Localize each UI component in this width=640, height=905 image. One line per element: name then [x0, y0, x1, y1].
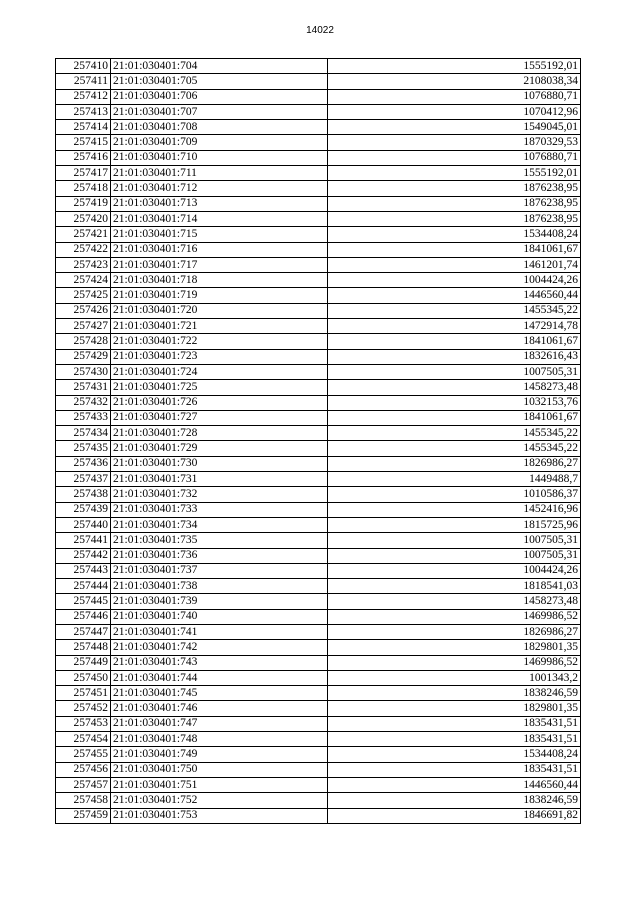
table-row	[56, 701, 581, 716]
cadastral-value-cell: 1001343,2	[328, 670, 581, 685]
cadastral-value-cell: 1010586,37	[328, 487, 581, 502]
table-body	[56, 59, 581, 824]
cadastral-number-cell: 21:01:030401:714	[111, 211, 328, 226]
row-number-cell: 257443	[56, 563, 111, 578]
cadastral-value-cell: 1007505,31	[328, 364, 581, 379]
cadastral-value-cell: 1829801,35	[328, 640, 581, 655]
cadastral-number-cell: 21:01:030401:717	[111, 257, 328, 272]
table-row	[56, 349, 581, 364]
cadastral-number-cell: 21:01:030401:734	[111, 517, 328, 532]
cadastral-number-cell: 21:01:030401:713	[111, 196, 328, 211]
cadastral-value-cell: 1004424,26	[328, 273, 581, 288]
row-number-cell: 257424	[56, 273, 111, 288]
row-number-cell: 257415	[56, 135, 111, 150]
cadastral-value-cell: 1076880,71	[328, 150, 581, 165]
table-row	[56, 716, 581, 731]
row-number-cell: 257420	[56, 211, 111, 226]
cadastral-number-cell: 21:01:030401:704	[111, 59, 328, 74]
row-number-cell: 257412	[56, 89, 111, 104]
table-row	[56, 517, 581, 532]
cadastral-value-cell: 1829801,35	[328, 701, 581, 716]
row-number-cell: 257432	[56, 395, 111, 410]
row-number-cell: 257425	[56, 288, 111, 303]
table-row	[56, 609, 581, 624]
cadastral-number-cell: 21:01:030401:716	[111, 242, 328, 257]
cadastral-number-cell: 21:01:030401:753	[111, 808, 328, 823]
row-number-cell: 257426	[56, 303, 111, 318]
cadastral-value-cell: 1534408,24	[328, 227, 581, 242]
cadastral-value-cell: 1876238,95	[328, 211, 581, 226]
cadastral-value-cell: 1455345,22	[328, 426, 581, 441]
row-number-cell: 257442	[56, 548, 111, 563]
table-row	[56, 166, 581, 181]
cadastral-number-cell: 21:01:030401:749	[111, 747, 328, 762]
cadastral-number-cell: 21:01:030401:737	[111, 563, 328, 578]
cadastral-number-cell: 21:01:030401:746	[111, 701, 328, 716]
row-number-cell: 257431	[56, 380, 111, 395]
table-row	[56, 89, 581, 104]
row-number-cell: 257445	[56, 594, 111, 609]
table-row	[56, 747, 581, 762]
cadastral-value-cell: 1841061,67	[328, 242, 581, 257]
row-number-cell: 257446	[56, 609, 111, 624]
cadastral-number-cell: 21:01:030401:745	[111, 686, 328, 701]
row-number-cell: 257444	[56, 579, 111, 594]
table-row	[56, 59, 581, 74]
row-number-cell: 257419	[56, 196, 111, 211]
cadastral-number-cell: 21:01:030401:727	[111, 410, 328, 425]
cadastral-value-cell: 1815725,96	[328, 517, 581, 532]
cadastral-number-cell: 21:01:030401:707	[111, 104, 328, 119]
table-row	[56, 211, 581, 226]
table-row	[56, 257, 581, 272]
cadastral-number-cell: 21:01:030401:721	[111, 319, 328, 334]
table-row	[56, 242, 581, 257]
row-number-cell: 257413	[56, 104, 111, 119]
row-number-cell: 257429	[56, 349, 111, 364]
cadastral-number-cell: 21:01:030401:747	[111, 716, 328, 731]
table-row	[56, 762, 581, 777]
table-row	[56, 579, 581, 594]
cadastral-number-cell: 21:01:030401:738	[111, 579, 328, 594]
cadastral-value-cell: 1452416,96	[328, 502, 581, 517]
row-number-cell: 257423	[56, 257, 111, 272]
table-row	[56, 120, 581, 135]
cadastral-value-cell: 1835431,51	[328, 732, 581, 747]
cadastral-number-cell: 21:01:030401:725	[111, 380, 328, 395]
table-row	[56, 334, 581, 349]
cadastral-value-cell: 1007505,31	[328, 548, 581, 563]
cadastral-value-cell: 2108038,34	[328, 74, 581, 89]
row-number-cell: 257422	[56, 242, 111, 257]
cadastral-number-cell: 21:01:030401:710	[111, 150, 328, 165]
cadastral-number-cell: 21:01:030401:752	[111, 793, 328, 808]
cadastral-value-cell: 1446560,44	[328, 777, 581, 792]
cadastral-value-cell: 1838246,59	[328, 793, 581, 808]
cadastral-number-cell: 21:01:030401:728	[111, 426, 328, 441]
table-row	[56, 456, 581, 471]
table-row	[56, 441, 581, 456]
cadastral-value-cell: 1469986,52	[328, 655, 581, 670]
cadastral-value-cell: 1455345,22	[328, 303, 581, 318]
row-number-cell: 257448	[56, 640, 111, 655]
row-number-cell: 257439	[56, 502, 111, 517]
cadastral-value-cell: 1876238,95	[328, 181, 581, 196]
row-number-cell: 257451	[56, 686, 111, 701]
row-number-cell: 257438	[56, 487, 111, 502]
cadastral-value-cell: 1004424,26	[328, 563, 581, 578]
cadastral-value-cell: 1549045,01	[328, 120, 581, 135]
cadastral-number-cell: 21:01:030401:719	[111, 288, 328, 303]
row-number-cell: 257427	[56, 319, 111, 334]
row-number-cell: 257447	[56, 624, 111, 639]
table-row	[56, 777, 581, 792]
row-number-cell: 257417	[56, 166, 111, 181]
cadastral-number-cell: 21:01:030401:743	[111, 655, 328, 670]
row-number-cell: 257440	[56, 517, 111, 532]
cadastral-value-cell: 1472914,78	[328, 319, 581, 334]
cadastral-value-cell: 1076880,71	[328, 89, 581, 104]
table-row	[56, 410, 581, 425]
cadastral-number-cell: 21:01:030401:723	[111, 349, 328, 364]
cadastral-number-cell: 21:01:030401:724	[111, 364, 328, 379]
row-number-cell: 257454	[56, 732, 111, 747]
row-number-cell: 257414	[56, 120, 111, 135]
table-row	[56, 395, 581, 410]
cadastral-value-cell: 1446560,44	[328, 288, 581, 303]
row-number-cell: 257455	[56, 747, 111, 762]
cadastral-value-cell: 1555192,01	[328, 166, 581, 181]
table-row	[56, 196, 581, 211]
cadastral-number-cell: 21:01:030401:718	[111, 273, 328, 288]
table-row	[56, 563, 581, 578]
cadastral-value-cell: 1007505,31	[328, 533, 581, 548]
cadastral-number-cell: 21:01:030401:751	[111, 777, 328, 792]
cadastral-number-cell: 21:01:030401:735	[111, 533, 328, 548]
table-row	[56, 548, 581, 563]
cadastral-number-cell: 21:01:030401:750	[111, 762, 328, 777]
cadastral-value-cell: 1818541,03	[328, 579, 581, 594]
cadastral-value-cell: 1835431,51	[328, 762, 581, 777]
cadastral-value-cell: 1826986,27	[328, 456, 581, 471]
table-row	[56, 181, 581, 196]
cadastral-value-cell: 1469986,52	[328, 609, 581, 624]
table-row	[56, 533, 581, 548]
table-row	[56, 640, 581, 655]
row-number-cell: 257411	[56, 74, 111, 89]
row-number-cell: 257441	[56, 533, 111, 548]
cadastral-number-cell: 21:01:030401:715	[111, 227, 328, 242]
cadastral-number-cell: 21:01:030401:742	[111, 640, 328, 655]
cadastral-number-cell: 21:01:030401:733	[111, 502, 328, 517]
cadastral-value-cell: 1458273,48	[328, 594, 581, 609]
cadastral-value-cell: 1070412,96	[328, 104, 581, 119]
row-number-cell: 257410	[56, 59, 111, 74]
table-row	[56, 793, 581, 808]
table-row	[56, 150, 581, 165]
cadastral-value-cell: 1461201,74	[328, 257, 581, 272]
table-row	[56, 303, 581, 318]
cadastral-value-cell: 1455345,22	[328, 441, 581, 456]
row-number-cell: 257437	[56, 472, 111, 487]
cadastral-value-cell: 1458273,48	[328, 380, 581, 395]
table-row	[56, 808, 581, 823]
table-row	[56, 472, 581, 487]
cadastral-value-cell: 1841061,67	[328, 334, 581, 349]
table-row	[56, 594, 581, 609]
cadastral-number-cell: 21:01:030401:731	[111, 472, 328, 487]
table-row	[56, 288, 581, 303]
row-number-cell: 257456	[56, 762, 111, 777]
table-row	[56, 364, 581, 379]
row-number-cell: 257418	[56, 181, 111, 196]
cadastral-number-cell: 21:01:030401:729	[111, 441, 328, 456]
cadastral-value-table	[55, 58, 581, 824]
table-row	[56, 380, 581, 395]
table-row	[56, 502, 581, 517]
cadastral-value-cell: 1534408,24	[328, 747, 581, 762]
cadastral-number-cell: 21:01:030401:706	[111, 89, 328, 104]
row-number-cell: 257457	[56, 777, 111, 792]
cadastral-value-cell: 1846691,82	[328, 808, 581, 823]
row-number-cell: 257449	[56, 655, 111, 670]
cadastral-number-cell: 21:01:030401:736	[111, 548, 328, 563]
cadastral-value-cell: 1876238,95	[328, 196, 581, 211]
cadastral-number-cell: 21:01:030401:744	[111, 670, 328, 685]
page-number: 14022	[306, 25, 334, 36]
cadastral-value-cell: 1449488,7	[328, 472, 581, 487]
cadastral-number-cell: 21:01:030401:741	[111, 624, 328, 639]
row-number-cell: 257436	[56, 456, 111, 471]
row-number-cell: 257430	[56, 364, 111, 379]
cadastral-value-cell: 1555192,01	[328, 59, 581, 74]
row-number-cell: 257416	[56, 150, 111, 165]
cadastral-value-cell: 1032153,76	[328, 395, 581, 410]
row-number-cell: 257433	[56, 410, 111, 425]
cadastral-value-cell: 1841061,67	[328, 410, 581, 425]
table-row	[56, 655, 581, 670]
table-row	[56, 104, 581, 119]
cadastral-number-cell: 21:01:030401:708	[111, 120, 328, 135]
cadastral-number-cell: 21:01:030401:720	[111, 303, 328, 318]
cadastral-value-cell: 1835431,51	[328, 716, 581, 731]
cadastral-number-cell: 21:01:030401:748	[111, 732, 328, 747]
table-row	[56, 732, 581, 747]
cadastral-number-cell: 21:01:030401:740	[111, 609, 328, 624]
cadastral-number-cell: 21:01:030401:726	[111, 395, 328, 410]
cadastral-number-cell: 21:01:030401:712	[111, 181, 328, 196]
cadastral-number-cell: 21:01:030401:709	[111, 135, 328, 150]
row-number-cell: 257458	[56, 793, 111, 808]
row-number-cell: 257459	[56, 808, 111, 823]
cadastral-number-cell: 21:01:030401:705	[111, 74, 328, 89]
cadastral-value-cell: 1832616,43	[328, 349, 581, 364]
table-row	[56, 426, 581, 441]
cadastral-number-cell: 21:01:030401:732	[111, 487, 328, 502]
table-row	[56, 135, 581, 150]
cadastral-number-cell: 21:01:030401:730	[111, 456, 328, 471]
cadastral-number-cell: 21:01:030401:722	[111, 334, 328, 349]
cadastral-value-cell: 1838246,59	[328, 686, 581, 701]
row-number-cell: 257452	[56, 701, 111, 716]
table-row	[56, 273, 581, 288]
cadastral-number-cell: 21:01:030401:739	[111, 594, 328, 609]
table-row	[56, 74, 581, 89]
table-row	[56, 686, 581, 701]
cadastral-number-cell: 21:01:030401:711	[111, 166, 328, 181]
table-row	[56, 487, 581, 502]
cadastral-value-cell: 1870329,53	[328, 135, 581, 150]
row-number-cell: 257435	[56, 441, 111, 456]
table-row	[56, 624, 581, 639]
row-number-cell: 257434	[56, 426, 111, 441]
row-number-cell: 257450	[56, 670, 111, 685]
row-number-cell: 257421	[56, 227, 111, 242]
row-number-cell: 257453	[56, 716, 111, 731]
row-number-cell: 257428	[56, 334, 111, 349]
table-row	[56, 319, 581, 334]
table-row	[56, 670, 581, 685]
table-row	[56, 227, 581, 242]
cadastral-value-cell: 1826986,27	[328, 624, 581, 639]
